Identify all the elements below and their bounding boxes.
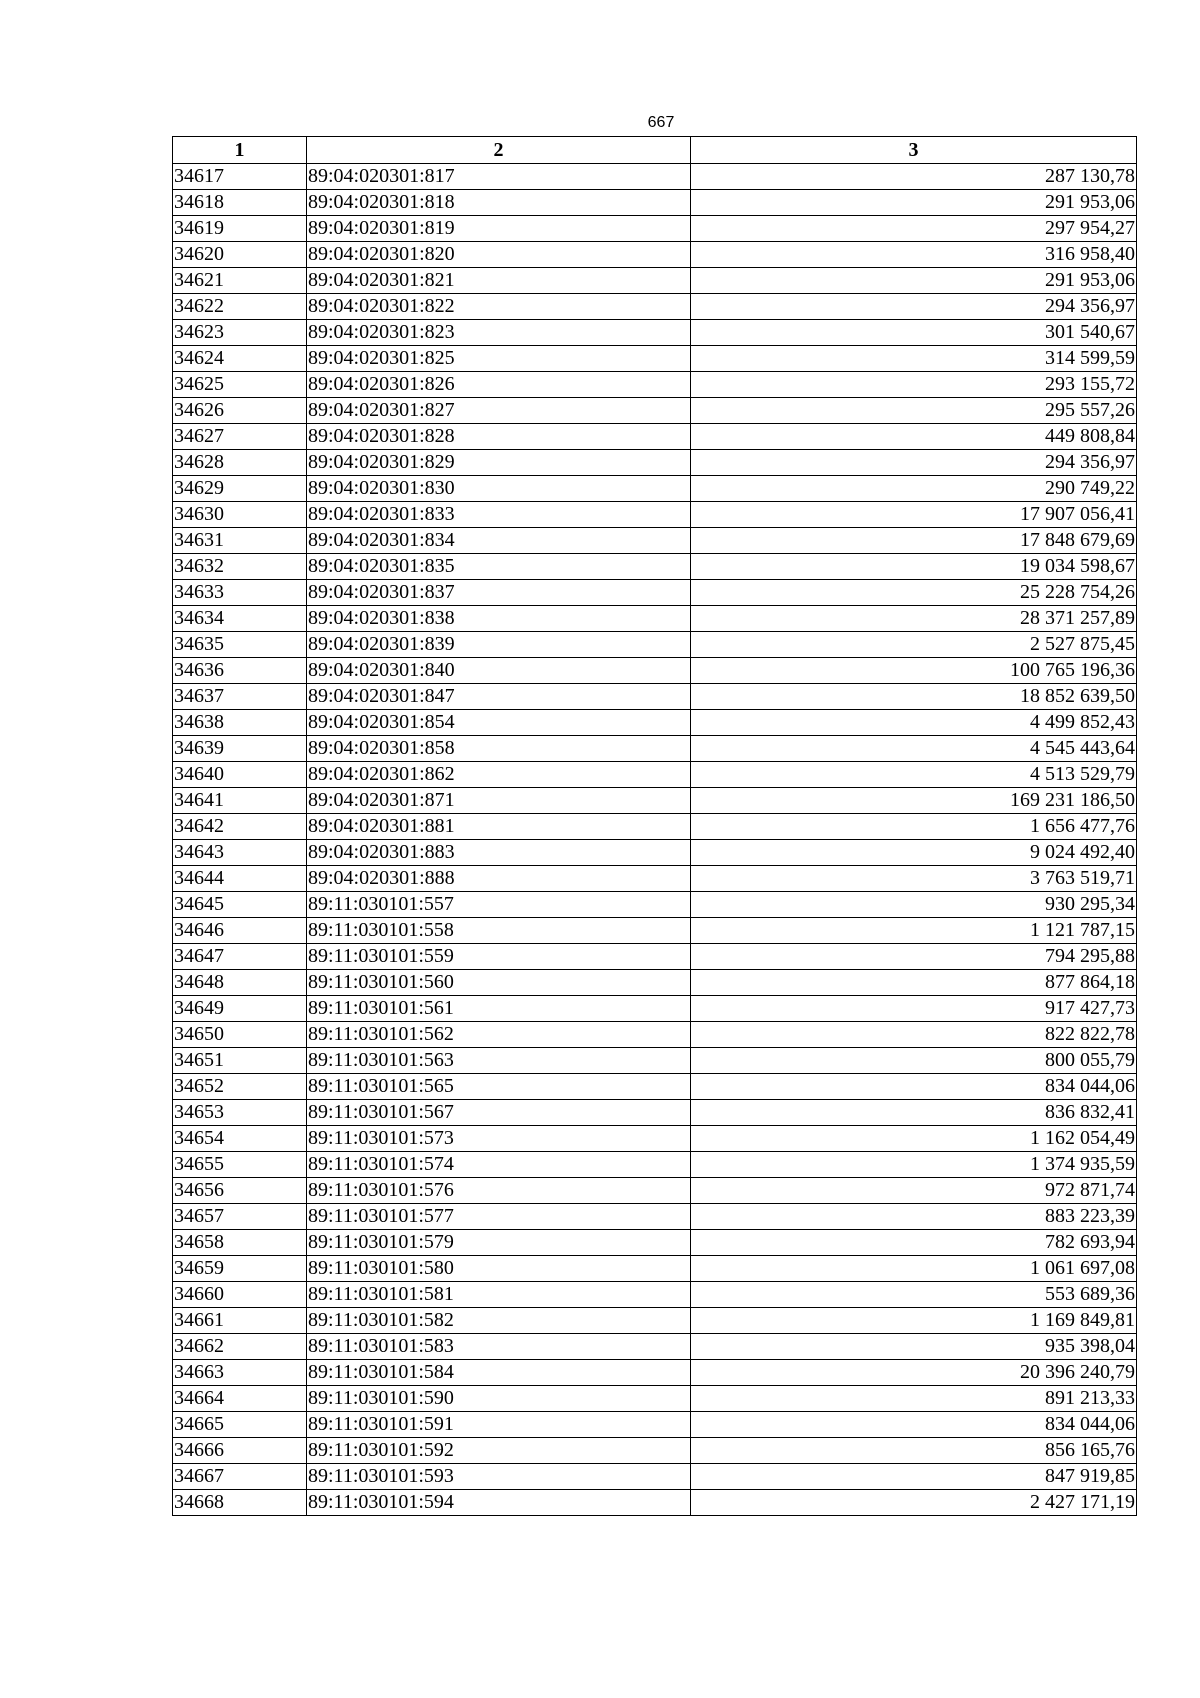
cadastral-number-cell: 89:04:020301:817 [307, 164, 691, 190]
table-row [173, 814, 1137, 840]
cadastral-number-cell: 89:04:020301:888 [307, 866, 691, 892]
row-number-cell: 34649 [173, 996, 307, 1022]
row-number-cell: 34625 [173, 372, 307, 398]
table-row [173, 502, 1137, 528]
cadastral-number-cell: 89:04:020301:819 [307, 216, 691, 242]
row-number-cell: 34666 [173, 1438, 307, 1464]
cadastral-number-cell: 89:04:020301:834 [307, 528, 691, 554]
table-row [173, 1152, 1137, 1178]
value-cell: 28 371 257,89 [691, 606, 1137, 632]
row-number-cell: 34651 [173, 1048, 307, 1074]
value-cell: 4 499 852,43 [691, 710, 1137, 736]
row-number-cell: 34621 [173, 268, 307, 294]
row-number-cell: 34646 [173, 918, 307, 944]
table-row [173, 476, 1137, 502]
row-number-cell: 34629 [173, 476, 307, 502]
row-number-cell: 34667 [173, 1464, 307, 1490]
table-row [173, 1308, 1137, 1334]
row-number-cell: 34662 [173, 1334, 307, 1360]
value-cell: 314 599,59 [691, 346, 1137, 372]
cadastral-number-cell: 89:04:020301:858 [307, 736, 691, 762]
row-number-cell: 34645 [173, 892, 307, 918]
cadastral-number-cell: 89:11:030101:562 [307, 1022, 691, 1048]
cadastral-number-cell: 89:11:030101:576 [307, 1178, 691, 1204]
value-cell: 449 808,84 [691, 424, 1137, 450]
value-cell: 100 765 196,36 [691, 658, 1137, 684]
table-row [173, 450, 1137, 476]
cadastral-number-cell: 89:04:020301:871 [307, 788, 691, 814]
cadastral-number-cell: 89:11:030101:579 [307, 1230, 691, 1256]
value-cell: 3 763 519,71 [691, 866, 1137, 892]
row-number-cell: 34620 [173, 242, 307, 268]
table-row [173, 1438, 1137, 1464]
column-header-3: 3 [691, 137, 1137, 164]
cadastral-number-cell: 89:11:030101:573 [307, 1126, 691, 1152]
table-row [173, 580, 1137, 606]
row-number-cell: 34618 [173, 190, 307, 216]
cadastral-number-cell: 89:11:030101:567 [307, 1100, 691, 1126]
table-row [173, 1464, 1137, 1490]
cadastral-number-cell: 89:04:020301:835 [307, 554, 691, 580]
value-cell: 295 557,26 [691, 398, 1137, 424]
value-cell: 836 832,41 [691, 1100, 1137, 1126]
value-cell: 17 848 679,69 [691, 528, 1137, 554]
row-number-cell: 34637 [173, 684, 307, 710]
value-cell: 291 953,06 [691, 190, 1137, 216]
row-number-cell: 34638 [173, 710, 307, 736]
value-cell: 25 228 754,26 [691, 580, 1137, 606]
register-table [172, 136, 1137, 1516]
table-row [173, 944, 1137, 970]
row-number-cell: 34660 [173, 1282, 307, 1308]
value-cell: 891 213,33 [691, 1386, 1137, 1412]
row-number-cell: 34617 [173, 164, 307, 190]
row-number-cell: 34643 [173, 840, 307, 866]
row-number-cell: 34661 [173, 1308, 307, 1334]
row-number-cell: 34623 [173, 320, 307, 346]
cadastral-number-cell: 89:04:020301:821 [307, 268, 691, 294]
cadastral-number-cell: 89:04:020301:822 [307, 294, 691, 320]
table-row [173, 554, 1137, 580]
value-cell: 287 130,78 [691, 164, 1137, 190]
table-row [173, 1412, 1137, 1438]
value-cell: 794 295,88 [691, 944, 1137, 970]
row-number-cell: 34656 [173, 1178, 307, 1204]
table-row [173, 658, 1137, 684]
cadastral-number-cell: 89:11:030101:593 [307, 1464, 691, 1490]
value-cell: 834 044,06 [691, 1074, 1137, 1100]
cadastral-number-cell: 89:11:030101:580 [307, 1256, 691, 1282]
value-cell: 917 427,73 [691, 996, 1137, 1022]
row-number-cell: 34641 [173, 788, 307, 814]
value-cell: 293 155,72 [691, 372, 1137, 398]
table-row [173, 840, 1137, 866]
value-cell: 9 024 492,40 [691, 840, 1137, 866]
row-number-cell: 34644 [173, 866, 307, 892]
table-row [173, 1048, 1137, 1074]
value-cell: 2 527 875,45 [691, 632, 1137, 658]
table-row [173, 1022, 1137, 1048]
cadastral-number-cell: 89:04:020301:826 [307, 372, 691, 398]
value-cell: 19 034 598,67 [691, 554, 1137, 580]
row-number-cell: 34658 [173, 1230, 307, 1256]
cadastral-number-cell: 89:11:030101:574 [307, 1152, 691, 1178]
column-header-1: 1 [173, 137, 307, 164]
row-number-cell: 34622 [173, 294, 307, 320]
value-cell: 856 165,76 [691, 1438, 1137, 1464]
value-cell: 297 954,27 [691, 216, 1137, 242]
table-row [173, 1360, 1137, 1386]
cadastral-number-cell: 89:11:030101:592 [307, 1438, 691, 1464]
cadastral-number-cell: 89:04:020301:828 [307, 424, 691, 450]
row-number-cell: 34619 [173, 216, 307, 242]
row-number-cell: 34636 [173, 658, 307, 684]
table-header [173, 137, 1137, 164]
value-cell: 18 852 639,50 [691, 684, 1137, 710]
table-row [173, 606, 1137, 632]
cadastral-number-cell: 89:04:020301:829 [307, 450, 691, 476]
cadastral-number-cell: 89:04:020301:862 [307, 762, 691, 788]
table-row [173, 788, 1137, 814]
value-cell: 294 356,97 [691, 294, 1137, 320]
cadastral-number-cell: 89:04:020301:825 [307, 346, 691, 372]
value-cell: 169 231 186,50 [691, 788, 1137, 814]
cadastral-number-cell: 89:11:030101:558 [307, 918, 691, 944]
value-cell: 1 169 849,81 [691, 1308, 1137, 1334]
cadastral-number-cell: 89:11:030101:594 [307, 1490, 691, 1516]
row-number-cell: 34659 [173, 1256, 307, 1282]
cadastral-number-cell: 89:04:020301:830 [307, 476, 691, 502]
column-header-2: 2 [307, 137, 691, 164]
value-cell: 1 374 935,59 [691, 1152, 1137, 1178]
table-row [173, 242, 1137, 268]
table-row [173, 736, 1137, 762]
table-row [173, 996, 1137, 1022]
cadastral-number-cell: 89:11:030101:557 [307, 892, 691, 918]
row-number-cell: 34627 [173, 424, 307, 450]
table-row [173, 1100, 1137, 1126]
cadastral-number-cell: 89:04:020301:818 [307, 190, 691, 216]
row-number-cell: 34628 [173, 450, 307, 476]
row-number-cell: 34624 [173, 346, 307, 372]
table-row [173, 1178, 1137, 1204]
table-row [173, 398, 1137, 424]
row-number-cell: 34663 [173, 1360, 307, 1386]
row-number-cell: 34653 [173, 1100, 307, 1126]
value-cell: 17 907 056,41 [691, 502, 1137, 528]
cadastral-number-cell: 89:04:020301:881 [307, 814, 691, 840]
table-row [173, 528, 1137, 554]
row-number-cell: 34657 [173, 1204, 307, 1230]
value-cell: 553 689,36 [691, 1282, 1137, 1308]
value-cell: 2 427 171,19 [691, 1490, 1137, 1516]
cadastral-number-cell: 89:04:020301:837 [307, 580, 691, 606]
cadastral-number-cell: 89:11:030101:582 [307, 1308, 691, 1334]
table-row [173, 1386, 1137, 1412]
row-number-cell: 34654 [173, 1126, 307, 1152]
table-row [173, 710, 1137, 736]
row-number-cell: 34633 [173, 580, 307, 606]
cadastral-number-cell: 89:11:030101:560 [307, 970, 691, 996]
header-row [173, 137, 1137, 164]
value-cell: 847 919,85 [691, 1464, 1137, 1490]
value-cell: 782 693,94 [691, 1230, 1137, 1256]
row-number-cell: 34652 [173, 1074, 307, 1100]
cadastral-number-cell: 89:11:030101:583 [307, 1334, 691, 1360]
value-cell: 800 055,79 [691, 1048, 1137, 1074]
cadastral-number-cell: 89:04:020301:827 [307, 398, 691, 424]
cadastral-number-cell: 89:11:030101:563 [307, 1048, 691, 1074]
table-row [173, 294, 1137, 320]
cadastral-number-cell: 89:11:030101:577 [307, 1204, 691, 1230]
cadastral-number-cell: 89:04:020301:838 [307, 606, 691, 632]
table-row [173, 1230, 1137, 1256]
value-cell: 1 061 697,08 [691, 1256, 1137, 1282]
row-number-cell: 34626 [173, 398, 307, 424]
table-row [173, 424, 1137, 450]
table-row [173, 632, 1137, 658]
value-cell: 1 656 477,76 [691, 814, 1137, 840]
table-row [173, 866, 1137, 892]
row-number-cell: 34635 [173, 632, 307, 658]
table-row [173, 1126, 1137, 1152]
value-cell: 291 953,06 [691, 268, 1137, 294]
value-cell: 20 396 240,79 [691, 1360, 1137, 1386]
row-number-cell: 34668 [173, 1490, 307, 1516]
cadastral-number-cell: 89:04:020301:840 [307, 658, 691, 684]
value-cell: 834 044,06 [691, 1412, 1137, 1438]
table-row [173, 1204, 1137, 1230]
table-body [173, 164, 1137, 1516]
row-number-cell: 34630 [173, 502, 307, 528]
page-number: 667 [647, 114, 675, 131]
table-row [173, 1074, 1137, 1100]
value-cell: 1 121 787,15 [691, 918, 1137, 944]
cadastral-number-cell: 89:04:020301:833 [307, 502, 691, 528]
row-number-cell: 34648 [173, 970, 307, 996]
table-row [173, 216, 1137, 242]
cadastral-number-cell: 89:11:030101:590 [307, 1386, 691, 1412]
cadastral-number-cell: 89:04:020301:820 [307, 242, 691, 268]
value-cell: 301 540,67 [691, 320, 1137, 346]
value-cell: 930 295,34 [691, 892, 1137, 918]
cadastral-number-cell: 89:04:020301:883 [307, 840, 691, 866]
value-cell: 4 545 443,64 [691, 736, 1137, 762]
cadastral-number-cell: 89:04:020301:823 [307, 320, 691, 346]
cadastral-number-cell: 89:04:020301:839 [307, 632, 691, 658]
table-row [173, 268, 1137, 294]
table-row [173, 372, 1137, 398]
table-row [173, 1256, 1137, 1282]
cadastral-number-cell: 89:11:030101:591 [307, 1412, 691, 1438]
table-row [173, 684, 1137, 710]
table-row [173, 1282, 1137, 1308]
cadastral-number-cell: 89:11:030101:584 [307, 1360, 691, 1386]
table-row [173, 346, 1137, 372]
table-row [173, 762, 1137, 788]
value-cell: 4 513 529,79 [691, 762, 1137, 788]
value-cell: 883 223,39 [691, 1204, 1137, 1230]
row-number-cell: 34632 [173, 554, 307, 580]
value-cell: 935 398,04 [691, 1334, 1137, 1360]
row-number-cell: 34631 [173, 528, 307, 554]
cadastral-number-cell: 89:04:020301:854 [307, 710, 691, 736]
cadastral-number-cell: 89:11:030101:559 [307, 944, 691, 970]
row-number-cell: 34642 [173, 814, 307, 840]
table-row [173, 1334, 1137, 1360]
value-cell: 294 356,97 [691, 450, 1137, 476]
row-number-cell: 34647 [173, 944, 307, 970]
value-cell: 822 822,78 [691, 1022, 1137, 1048]
row-number-cell: 34650 [173, 1022, 307, 1048]
row-number-cell: 34639 [173, 736, 307, 762]
cadastral-number-cell: 89:04:020301:847 [307, 684, 691, 710]
table-row [173, 1490, 1137, 1516]
value-cell: 1 162 054,49 [691, 1126, 1137, 1152]
table-row [173, 892, 1137, 918]
cadastral-number-cell: 89:11:030101:565 [307, 1074, 691, 1100]
row-number-cell: 34664 [173, 1386, 307, 1412]
cadastral-number-cell: 89:11:030101:561 [307, 996, 691, 1022]
row-number-cell: 34634 [173, 606, 307, 632]
table-row [173, 918, 1137, 944]
row-number-cell: 34655 [173, 1152, 307, 1178]
table-row [173, 190, 1137, 216]
value-cell: 290 749,22 [691, 476, 1137, 502]
value-cell: 316 958,40 [691, 242, 1137, 268]
table-row [173, 164, 1137, 190]
value-cell: 972 871,74 [691, 1178, 1137, 1204]
cadastral-number-cell: 89:11:030101:581 [307, 1282, 691, 1308]
table-row [173, 320, 1137, 346]
row-number-cell: 34665 [173, 1412, 307, 1438]
table-row [173, 970, 1137, 996]
row-number-cell: 34640 [173, 762, 307, 788]
value-cell: 877 864,18 [691, 970, 1137, 996]
